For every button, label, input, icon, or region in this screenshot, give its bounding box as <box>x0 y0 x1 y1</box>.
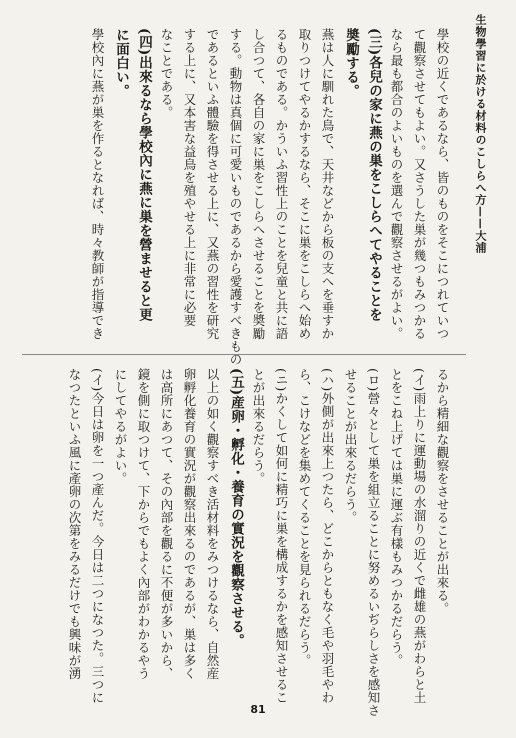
text-line: とをこね上げては巣に運ぶ有樣もみつかるだらう。 <box>389 368 404 667</box>
text-line: るから精細な觀察をさせることが出來る。 <box>435 368 450 615</box>
text-line: する。動物は真個に可愛いものであるから愛護すべきもの <box>228 28 243 366</box>
text-line: なつたといふ風に產卵の次第をみるだけでも興味が湧 <box>67 368 82 680</box>
text-line: て觀察させてもよい。又さうした巣が幾つもみつかる <box>412 28 427 340</box>
upper-text-block <box>24 28 454 366</box>
list-item: (ハ)外側が出來上つたら、どこからともなく毛や羽毛やわ <box>320 368 335 704</box>
text-line: であるといふ體驗を得させる上に、又燕の習性を研究 <box>205 28 220 340</box>
list-item: (ニ)かくして如何に精巧に巣を構成するかを感知させるこ <box>274 368 289 704</box>
list-item: (イ)今日は卵を一つ產んだ。今日は二つになつた。三つに <box>90 368 105 704</box>
page-number: 81 <box>250 703 266 716</box>
text-line: ら、こけなどを集めてくることを見られるだらう。 <box>297 368 312 667</box>
text-line: は高所にあつて、その內部を觀るに不便が多いから、 <box>159 368 174 680</box>
section-heading-3: (三)各兒の家に燕の巣をこしらへてやることを <box>366 28 382 322</box>
text-line: 卵孵化養育の實況が觀察出來るのであるが、巣は多く <box>182 368 197 680</box>
text-line: 鏡を側に取つけて、下からでもよく內部がわかるやう <box>136 368 151 680</box>
section-heading-4-cont: に面白い。 <box>113 28 129 98</box>
section-heading-3-cont: 奬勵する。 <box>343 28 359 98</box>
text-line: し合つて、各自の家に巣をこしらへさせることを奬勵 <box>251 28 266 340</box>
text-line: 燕は人に馴れた鳥で、天井などから板の支へを垂すか <box>320 28 335 340</box>
text-line: 學校の近くであるなら、皆のものをそこにつれていつ <box>435 28 450 340</box>
section-heading-5: (五)産卵・孵化・養育の實況を觀察させる。 <box>228 368 244 648</box>
text-line: なことである。 <box>159 28 174 119</box>
divider <box>22 354 466 355</box>
text-line: せることが出來るだらう。 <box>343 368 358 524</box>
text-line: にしてやるがよい。 <box>113 368 128 485</box>
running-head: 生物學習に於ける材料のこしらへ方——大浦 <box>474 14 487 254</box>
list-item: (ロ)營々として巣を組立ることに努めるいぢらしさを感知さ <box>366 368 381 717</box>
section-heading-4: (四)出來るなら學校內に燕に巣を營ませると更 <box>136 28 152 322</box>
list-item: (イ)雨上りに運動場の水溜りの近くで雌雄の燕がわらと土 <box>412 368 427 704</box>
text-line: るものである。かういふ習性上のことを兒童と共に語 <box>274 28 289 340</box>
text-line: なら最も都合のよいものを選んで觀察させるがよい。 <box>389 28 404 340</box>
text-line: する上に、又本害な益鳥を殖やせる上に非常に必要 <box>182 28 197 327</box>
text-line: 學校內に燕が巣を作るとなれば、時々教師が指導でき <box>90 28 105 340</box>
text-line: とが出來るだらう。 <box>251 368 266 485</box>
text-line: 以上の如く觀察すべき活材料をみつけるなら、自然産 <box>205 368 220 680</box>
text-line: 取りつけてやるかするなら、そこに巣をこしらへ始め <box>297 28 312 340</box>
